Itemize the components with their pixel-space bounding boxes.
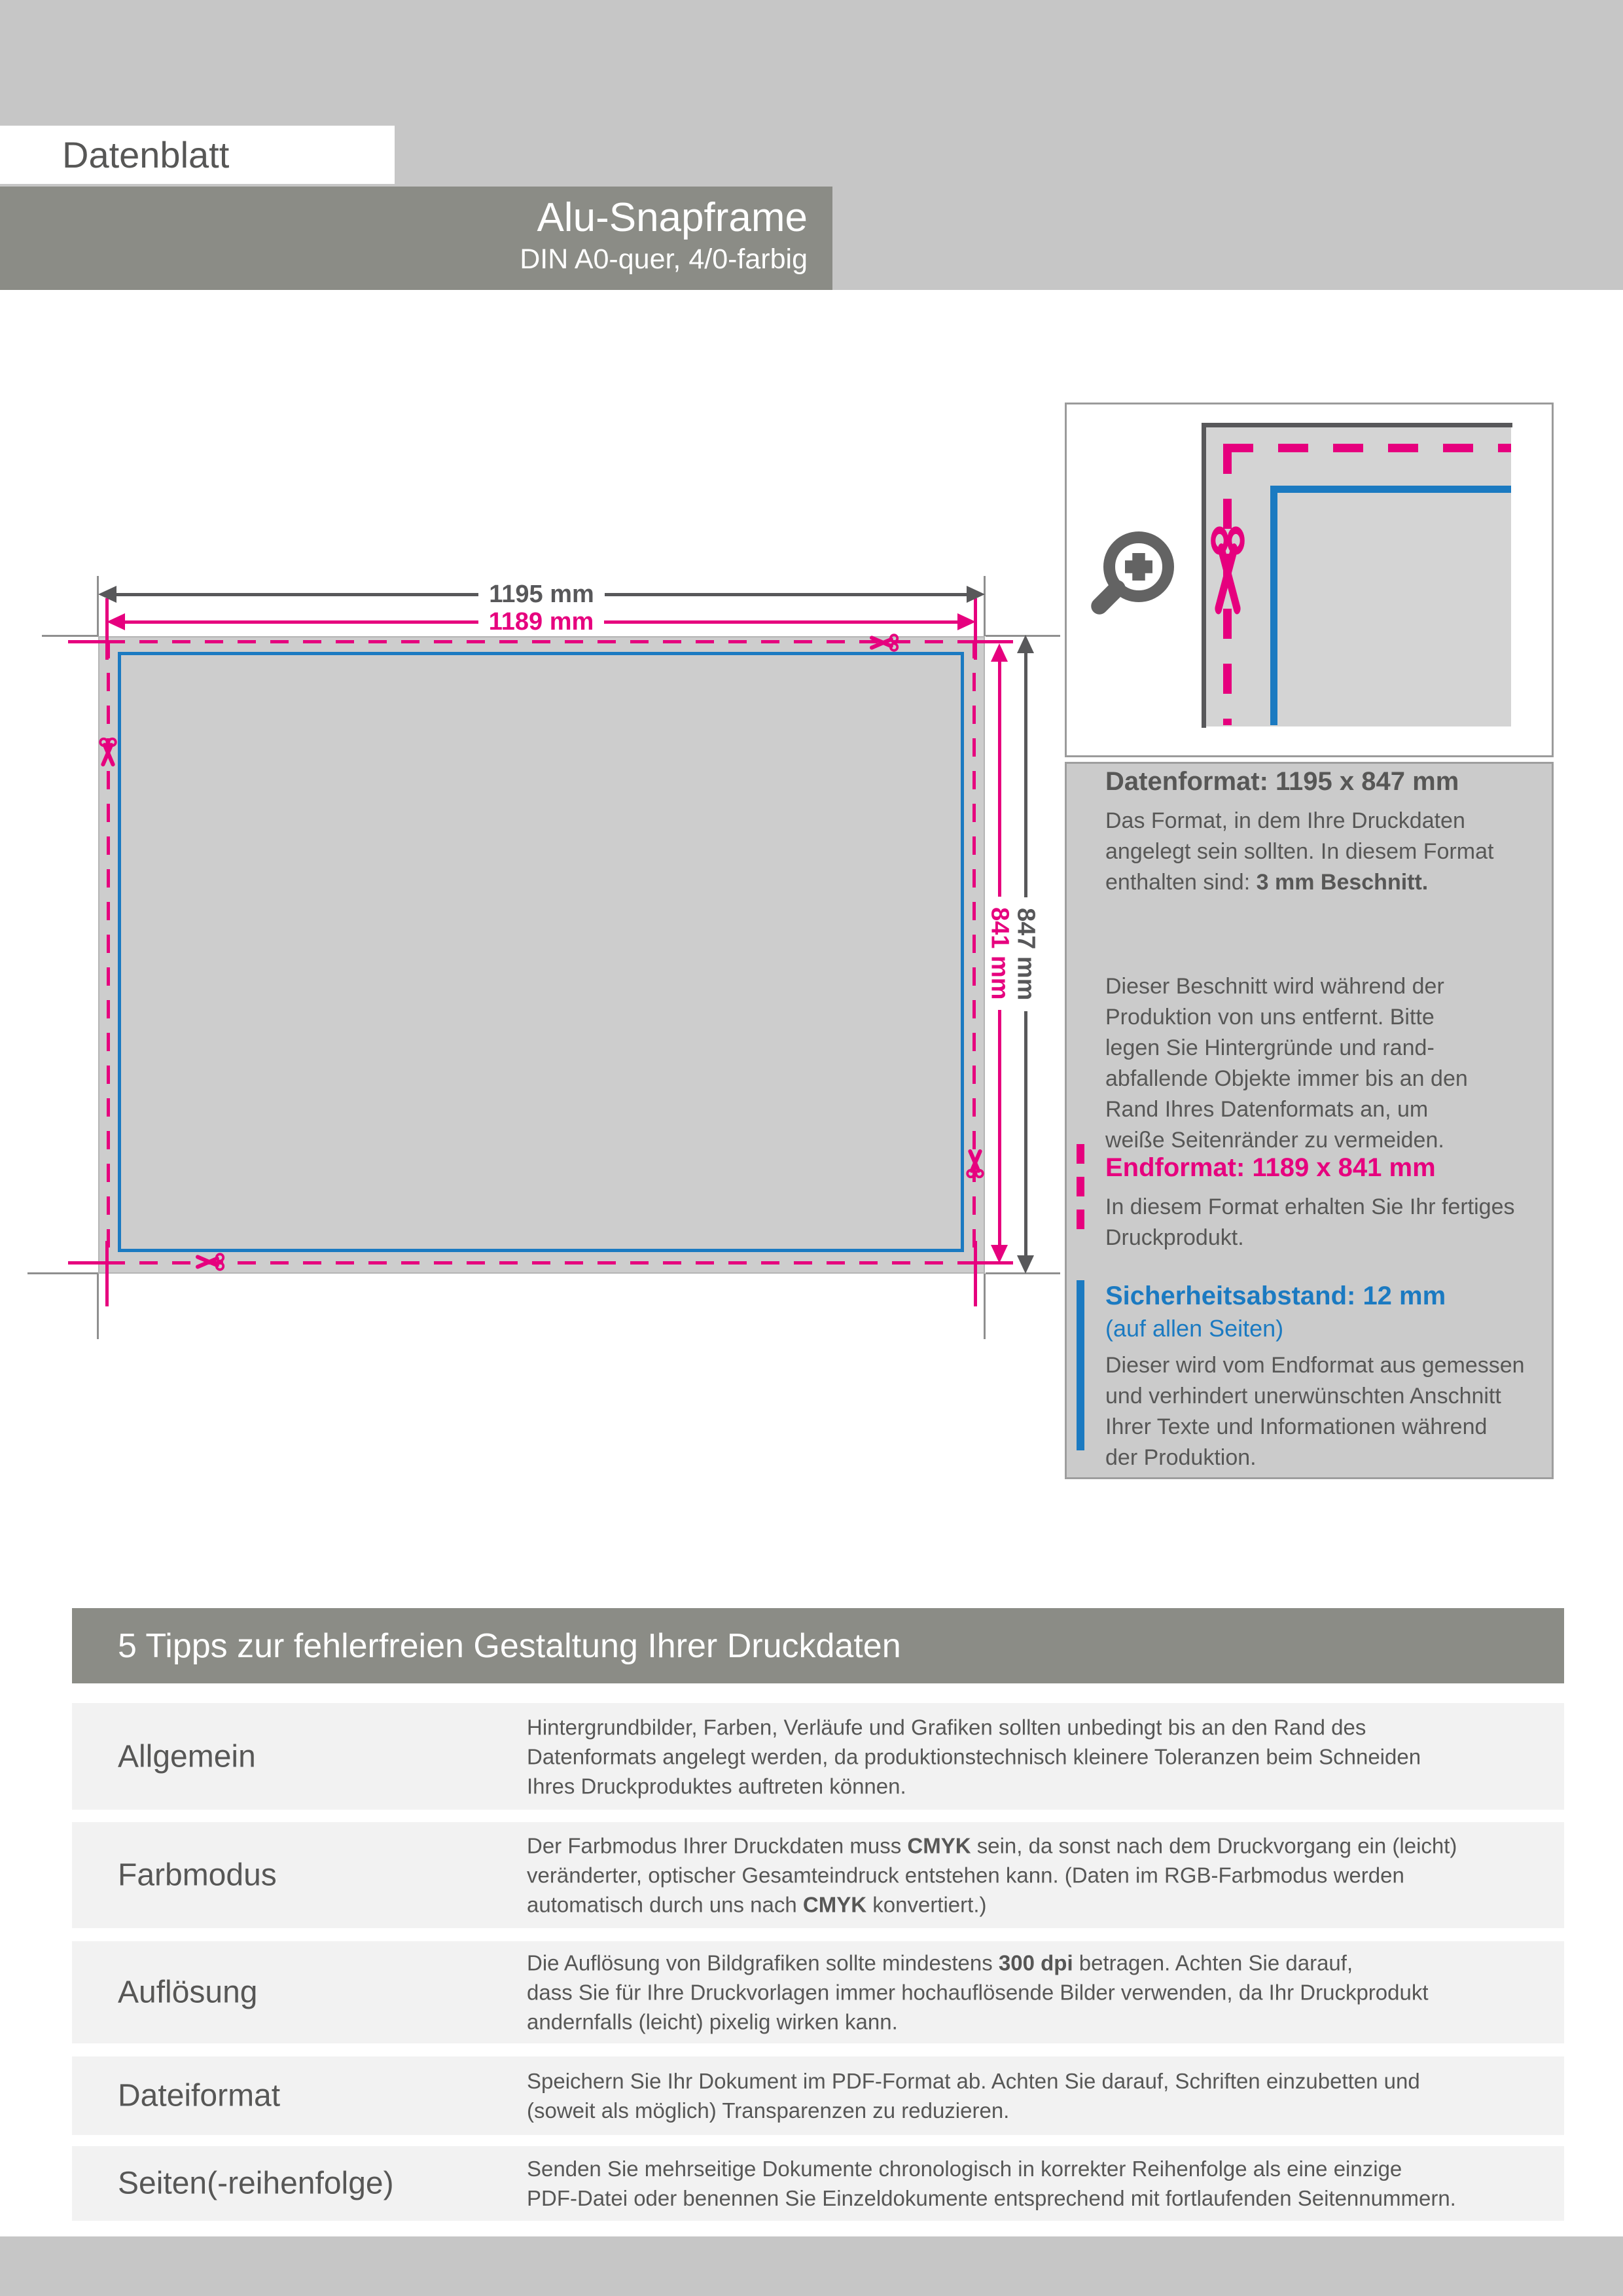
dataformat-heading: Datenformat: 1195 x 847 mm [1105,767,1459,796]
tip-text [527,1948,1429,2037]
product-title: Alu-Snapframe [537,195,808,240]
cropmark-bottom-right-v [984,1274,986,1339]
text-line: automatisch durch uns nach CMYK konvertiert.) [527,1892,987,1917]
text-line: Produktion von uns entfernt. Bitte [1105,1005,1435,1030]
endformat-para [1105,1192,1515,1253]
dimension-line [998,1010,1001,1245]
endformat-dashed-bottom [107,1261,976,1265]
text-line: Rand Ihres Datenformats an, um [1105,1097,1429,1122]
text-line: Druckprodukt. [1105,1225,1244,1250]
product-title-band [0,187,832,290]
text-line: enthalten sind: 3 mm Beschnitt. [1105,870,1429,895]
dimension-line [605,593,967,596]
bottom-background-band [0,2236,1623,2296]
detail-safety-line-h [1270,486,1511,493]
endformat-heading: Endformat: 1189 x 841 mm [1105,1153,1436,1182]
safety-rect [118,652,964,1252]
text-line: der Produktion. [1105,1445,1257,1470]
safety-heading: Sicherheitsabstand: 12 mm [1105,1282,1446,1310]
text-line: Ihrer Texte und Informationen während [1105,1414,1488,1439]
dimension-line [998,662,1001,897]
text-line: In diesem Format erhalten Sie Ihr fertiges [1105,1194,1515,1219]
dimension-line [604,620,957,624]
scissors-icon [97,736,119,769]
dataformat-para2 [1105,971,1468,1156]
text-line: Senden Sie mehrseitige Dokumente chronologisch in korrekter Reihenfolge als eine einzige [527,2157,1402,2181]
text-line: abfallende Objekte immer bis an den [1105,1066,1468,1091]
scissors-icon [964,1147,986,1179]
tip-row-allgemein [72,1703,1564,1810]
text-line: (soweit als möglich) Transparenzen zu reduzieren. [527,2098,1010,2123]
dimension-line [1024,1011,1027,1255]
tips-title: 5 Tipps zur fehlerfreien Gestaltung Ihrer Druckdaten [118,1626,901,1665]
tip-row-dateiformat [72,2056,1564,2135]
cropmark-top-left-h [42,635,98,637]
dimension-height-dataformat [1011,635,1040,1274]
arrowhead-right-icon [967,586,985,603]
endformat-info-block [1105,1153,1515,1253]
tip-text [527,1712,1421,1801]
text-line: weiße Seitenränder zu vermeiden. [1105,1128,1444,1153]
cropmark-bottom-left-v [97,1274,99,1339]
endformat-legend-dashes [1077,1144,1084,1232]
text-line: Das Format, in dem Ihre Druckdaten [1105,808,1465,833]
safety-info-block [1105,1282,1525,1473]
tip-text [527,2154,1456,2213]
scissors-icon [1207,524,1249,622]
tip-row-aufloesung [72,1941,1564,2043]
safety-legend-bar [1077,1280,1084,1450]
text-line: andernfalls (leicht) pixelig wirken kann. [527,2009,898,2034]
arrowhead-left-icon [98,586,116,603]
tip-label: Farbmodus [118,1857,277,1893]
dimension-width-dataformat [98,580,985,609]
tip-text [527,2066,1420,2125]
datasheet-label: Datenblatt [62,134,230,175]
dimension-line [1024,653,1027,897]
arrowhead-down-icon [1017,1255,1034,1274]
text-line: Ihres Druckproduktes auftreten können. [527,1774,906,1798]
text-line: Der Farbmodus Ihrer Druckdaten muss CMYK sein, da sonst nach dem Druckvorgang ein (leicht) [527,1833,1457,1858]
detail-endformat-dashed-h [1223,444,1511,452]
product-subtitle: DIN A0-quer, 4/0-farbig [520,243,808,275]
text-line: veränderter, optischer Gesamteindruck entstehen kann. (Daten im RGB-Farbmodus werden [527,1863,1404,1888]
detail-safety-line-v [1270,486,1277,725]
dimension-width-dataformat-label: 1195 mm [489,580,594,608]
arrowhead-right-icon [957,613,976,630]
tip-row-farbmodus [72,1822,1564,1928]
arrowhead-left-icon [107,613,125,630]
text-line: Die Auflösung von Bildgrafiken sollte mindestens 300 dpi betragen. Achten Sie darauf, [527,1950,1353,1975]
arrowhead-up-icon [991,643,1008,662]
cropmark-bottom-left-h [27,1272,98,1274]
text-line: dass Sie für Ihre Druckvorlagen immer hochauflösende Bilder verwenden, da Ihr Druckprodukt [527,1980,1429,2005]
magnifier-plus-icon [1086,524,1184,626]
tip-label: Auflösung [118,1975,258,2010]
text-line: angelegt sein sollten. In diesem Format [1105,839,1494,864]
tip-row-seitenreihenfolge [72,2146,1564,2221]
dimension-width-endformat-label: 1189 mm [488,607,594,636]
text-line: Datenformats angelegt werden, da produktionstechnisch kleinere Toleranzen beim Schneiden [527,1744,1421,1768]
arrowhead-up-icon [1017,635,1034,653]
tip-label: Seiten(-reihenfolge) [118,2166,394,2201]
text-line: legen Sie Hintergründe und rand- [1105,1035,1435,1060]
datasheet-label-box [0,126,395,184]
dimension-height-endformat-label: 841 mm [986,906,1014,1000]
safety-subheading: (auf allen Seiten) [1105,1315,1284,1342]
text-line: Hintergrundbilder, Farben, Verläufe und Grafiken sollten unbedingt bis an den Rand des [527,1715,1366,1739]
tip-text [527,1831,1457,1920]
dimension-line [116,593,478,596]
dimension-line [125,620,478,624]
scissors-icon [193,1251,226,1273]
dataformat-para1 [1105,806,1493,898]
tip-label: Dateiformat [118,2078,281,2113]
detail-trim-edge-v [1202,423,1206,728]
dimension-height-dataformat-label: 847 mm [1012,908,1040,1001]
endformat-dashed-left [107,640,110,1265]
scissors-icon [867,632,900,654]
safety-para [1105,1350,1525,1473]
detail-trim-edge-h [1202,423,1512,427]
tip-label: Allgemein [118,1739,256,1774]
detail-bleed-area [1206,427,1511,726]
text-line: Dieser Beschnitt wird während der [1105,974,1444,999]
dataformat-info-block [1105,767,1493,898]
text-line: Dieser wird vom Endformat aus gemessen [1105,1353,1525,1378]
text-line: Speichern Sie Ihr Dokument im PDF-Format ab. Achten Sie darauf, Schriften einzubetten und [527,2069,1420,2093]
text-line: PDF-Datei oder benennen Sie Einzeldokumente entsprechend mit fortlaufenden Seitennummern. [527,2186,1456,2210]
dimension-width-endformat [107,607,976,636]
arrowhead-down-icon [991,1245,1008,1263]
endformat-dashed-top [107,640,976,643]
dimension-height-endformat [985,643,1014,1263]
tips-header-band [72,1608,1564,1683]
text-line: und verhindert unerwünschten Anschnitt [1105,1384,1501,1408]
